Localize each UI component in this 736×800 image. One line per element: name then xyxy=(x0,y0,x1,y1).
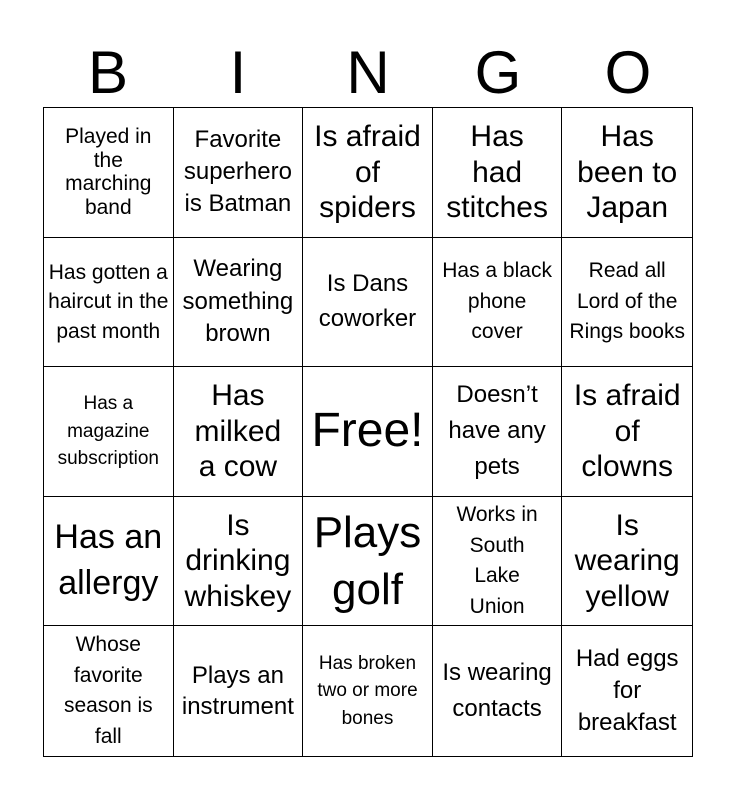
cell-text: Plays an instrument xyxy=(181,662,294,721)
bingo-cell-8[interactable] xyxy=(303,238,433,368)
bingo-cell-13[interactable] xyxy=(303,367,433,497)
header-letter-b: B xyxy=(87,39,129,106)
cell-text: Wearing something brown xyxy=(182,255,294,348)
bingo-cell-5[interactable] xyxy=(562,108,692,238)
cell-text: Whose favorite season is fall xyxy=(63,633,153,748)
cell-text: Has been to Japan xyxy=(577,120,678,224)
cell-text: Works in South Lake Union xyxy=(456,503,538,618)
cell-text: Is afraid of spiders xyxy=(314,120,421,224)
header-letter-n: N xyxy=(346,39,390,106)
cell-text: Is afraid of clowns xyxy=(573,379,681,484)
bingo-cell-23[interactable] xyxy=(303,626,433,756)
cell-text: Had eggs for breakfast xyxy=(575,644,679,737)
bingo-cell-22[interactable] xyxy=(174,626,304,756)
bingo-cell-7[interactable] xyxy=(174,238,304,368)
bingo-cell-21[interactable] xyxy=(44,626,174,756)
bingo-cell-14[interactable] xyxy=(433,367,563,497)
free-space: Free! xyxy=(311,404,424,458)
bingo-cell-10[interactable] xyxy=(562,238,692,368)
cell-text: Is wearing yellow xyxy=(574,509,680,613)
bingo-cell-25[interactable] xyxy=(562,626,692,756)
cell-text: Has broken two or more bones xyxy=(317,652,418,729)
header-letter-g: G xyxy=(474,39,522,106)
header-letter-i: I xyxy=(229,39,247,106)
bingo-cell-16[interactable] xyxy=(44,497,174,627)
bingo-card xyxy=(43,107,693,757)
bingo-cell-4[interactable] xyxy=(433,108,563,238)
bingo-cell-1[interactable] xyxy=(44,108,174,238)
cell-text: Is drinking whiskey xyxy=(184,509,292,613)
bingo-cell-2[interactable] xyxy=(174,108,304,238)
cell-text: Has milked a cow xyxy=(194,379,282,484)
bingo-header xyxy=(43,38,693,108)
cell-text: Has a black phone cover xyxy=(442,259,552,344)
cell-text: Has gotten a haircut in the past month xyxy=(48,260,169,343)
cell-text: Is Dans coworker xyxy=(318,270,417,332)
bingo-cell-6[interactable] xyxy=(44,238,174,368)
bingo-cell-15[interactable] xyxy=(562,367,692,497)
bingo-cell-18[interactable] xyxy=(303,497,433,627)
bingo-cell-17[interactable] xyxy=(174,497,304,627)
cell-text: Favorite superhero is Batman xyxy=(183,125,292,218)
cell-text: Has had stitches xyxy=(446,120,548,224)
bingo-cell-9[interactable] xyxy=(433,238,563,368)
cell-text: Read all Lord of the Rings books xyxy=(569,259,685,344)
bingo-cell-12[interactable] xyxy=(174,367,304,497)
cell-text: Has a magazine subscription xyxy=(57,393,159,470)
cell-text: Plays golf xyxy=(313,507,422,615)
bingo-cell-11[interactable] xyxy=(44,367,174,497)
cell-text: Is wearing contacts xyxy=(442,659,552,723)
bingo-cell-3[interactable] xyxy=(303,108,433,238)
cell-text: Doesn’t have any pets xyxy=(448,381,546,481)
bingo-cell-19[interactable] xyxy=(433,497,563,627)
cell-text: Played in the marching band xyxy=(65,124,152,220)
cell-text: Has an allergy xyxy=(54,518,163,603)
bingo-cell-20[interactable] xyxy=(562,497,692,627)
bingo-cell-24[interactable] xyxy=(433,626,563,756)
header-letter-o: O xyxy=(604,39,652,106)
